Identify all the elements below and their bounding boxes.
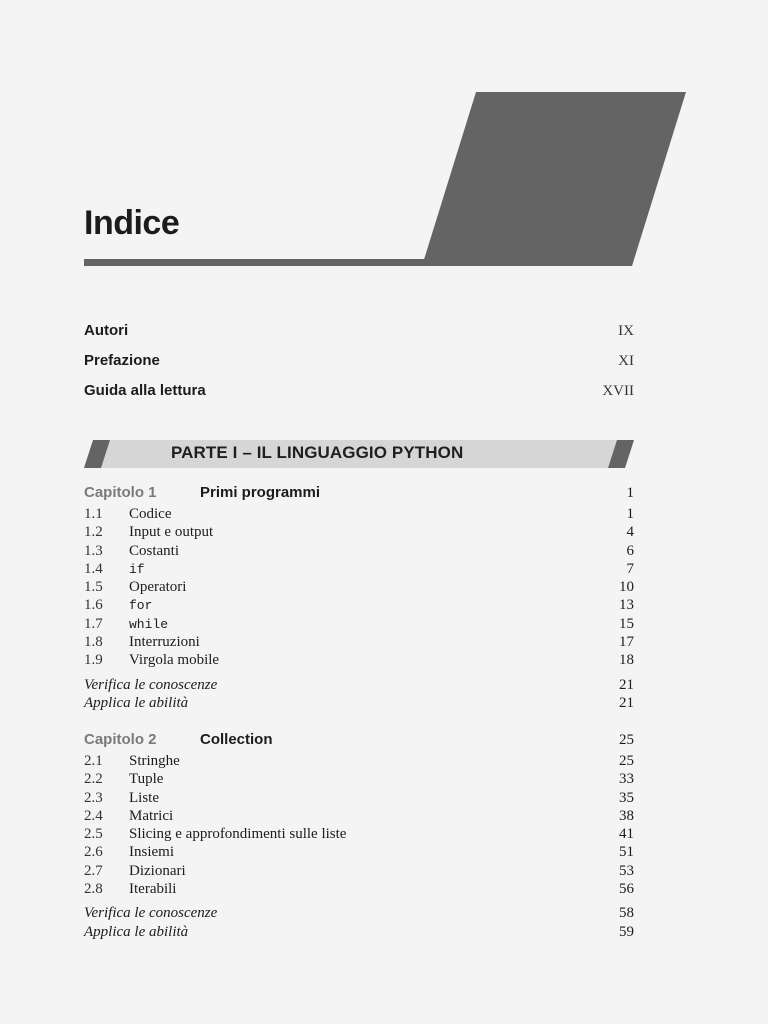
section-row[interactable]	[84, 881, 634, 899]
toc-entry-autori[interactable]	[84, 322, 634, 352]
section-row[interactable]	[84, 634, 634, 652]
section-number: 2.3	[84, 789, 103, 806]
section-title: Tuple	[129, 771, 164, 788]
section-page: 38	[619, 807, 634, 824]
section-row[interactable]	[84, 826, 634, 844]
section-number: 2.6	[84, 844, 103, 861]
chapter-number: Capitolo 1	[84, 484, 157, 501]
section-title: Virgola mobile	[129, 652, 220, 669]
section-number: 2.1	[84, 753, 103, 769]
section-page: 6	[626, 542, 634, 559]
section-page: 15	[619, 615, 634, 632]
section-row[interactable]	[84, 753, 634, 771]
section-number: 1.6	[84, 597, 103, 614]
chapter-1	[84, 484, 634, 713]
section-title: Stringhe	[129, 753, 180, 769]
section-page: 17	[619, 634, 634, 651]
section-page: 4	[626, 524, 634, 541]
section-row[interactable]	[84, 790, 634, 808]
section-number: 1.2	[84, 524, 103, 541]
chapter-extras	[84, 905, 634, 942]
extra-title: Verifica le conoscenze	[84, 676, 218, 693]
chapter-title: Collection	[200, 731, 273, 748]
section-page: 53	[619, 862, 634, 879]
section-title: Input e output	[129, 524, 214, 541]
toc-entry-page: XI	[618, 353, 634, 369]
toc-entry-label: Guida alla lettura	[84, 382, 206, 399]
section-number: 2.8	[84, 881, 103, 898]
extra-page: 58	[619, 905, 634, 922]
chapter-page: 25	[619, 732, 634, 748]
section-number: 1.5	[84, 579, 103, 596]
section-page: 51	[619, 844, 634, 861]
section-page: 41	[619, 826, 634, 843]
extra-title: Verifica le conoscenze	[84, 905, 218, 922]
chapter-title: Primi programmi	[200, 484, 321, 501]
section-page: 7	[626, 560, 634, 577]
section-row[interactable]	[84, 844, 634, 862]
section-number: 2.2	[84, 771, 103, 788]
section-row[interactable]	[84, 771, 634, 789]
chapter-2	[84, 731, 634, 942]
section-page: 18	[619, 652, 634, 669]
part-banner	[84, 440, 634, 468]
section-number: 2.5	[84, 826, 103, 843]
front-matter-list	[84, 322, 634, 412]
section-page: 35	[619, 789, 634, 806]
extra-row-verifica[interactable]	[84, 677, 634, 695]
section-title: Codice	[129, 506, 172, 522]
extra-page: 59	[619, 923, 634, 940]
chapter-number: Capitolo 2	[84, 731, 157, 748]
extra-title: Applica le abilità	[84, 694, 189, 711]
chapter-page: 1	[626, 485, 634, 501]
toc-entry-page: IX	[618, 323, 634, 339]
section-page: 13	[619, 597, 634, 614]
section-title: Iterabili	[129, 881, 177, 898]
toc-entry-prefazione[interactable]	[84, 352, 634, 382]
section-number: 1.9	[84, 652, 103, 669]
extra-row-applica[interactable]	[84, 695, 634, 713]
section-page: 25	[619, 753, 634, 769]
section-row[interactable]	[84, 808, 634, 826]
toc-entry-label: Autori	[84, 322, 129, 339]
section-title: Insiemi	[129, 844, 174, 861]
section-title: while	[129, 616, 169, 632]
section-title: for	[129, 598, 153, 614]
section-row[interactable]	[84, 597, 634, 615]
section-number: 1.3	[84, 542, 103, 559]
toc-entry-page: XVII	[602, 383, 634, 399]
section-page: 33	[619, 771, 634, 788]
section-title: Matrici	[129, 807, 174, 824]
section-number: 1.1	[84, 506, 103, 522]
section-row[interactable]	[84, 524, 634, 542]
section-number: 2.7	[84, 862, 103, 879]
part-title: PARTE I – IL LINGUAGGIO PYTHON	[171, 443, 464, 462]
section-row[interactable]	[84, 561, 634, 579]
section-title: Costanti	[129, 542, 180, 559]
toc-entry-label: Prefazione	[84, 352, 160, 369]
section-page: 56	[619, 881, 634, 898]
chapter-heading[interactable]	[84, 484, 634, 506]
extra-row-verifica[interactable]	[84, 905, 634, 923]
toc-entry-guida-alla-lettura[interactable]	[84, 382, 634, 412]
extra-page: 21	[619, 694, 634, 711]
section-title: Dizionari	[129, 862, 186, 879]
section-number: 1.8	[84, 634, 103, 651]
section-title: Operatori	[129, 579, 187, 596]
section-row[interactable]	[84, 863, 634, 881]
section-title: Liste	[129, 789, 159, 806]
extra-title: Applica le abilità	[84, 923, 189, 940]
section-row[interactable]	[84, 652, 634, 670]
section-title: if	[129, 561, 145, 577]
section-page: 10	[619, 579, 634, 596]
page-title: Indice	[84, 204, 180, 242]
extra-row-applica[interactable]	[84, 924, 634, 942]
section-row[interactable]	[84, 543, 634, 561]
header-banner-graphic	[0, 0, 768, 300]
section-page: 1	[626, 506, 634, 522]
section-title: Slicing e approfondimenti sulle liste	[129, 826, 347, 843]
chapter-heading[interactable]	[84, 731, 634, 753]
section-row[interactable]	[84, 579, 634, 597]
section-row[interactable]	[84, 506, 634, 524]
section-title: Interruzioni	[129, 634, 200, 651]
section-number: 1.4	[84, 560, 103, 577]
section-number: 2.4	[84, 807, 103, 824]
chapter-extras	[84, 677, 634, 714]
section-row[interactable]	[84, 616, 634, 634]
section-number: 1.7	[84, 615, 103, 632]
extra-page: 21	[619, 676, 634, 693]
